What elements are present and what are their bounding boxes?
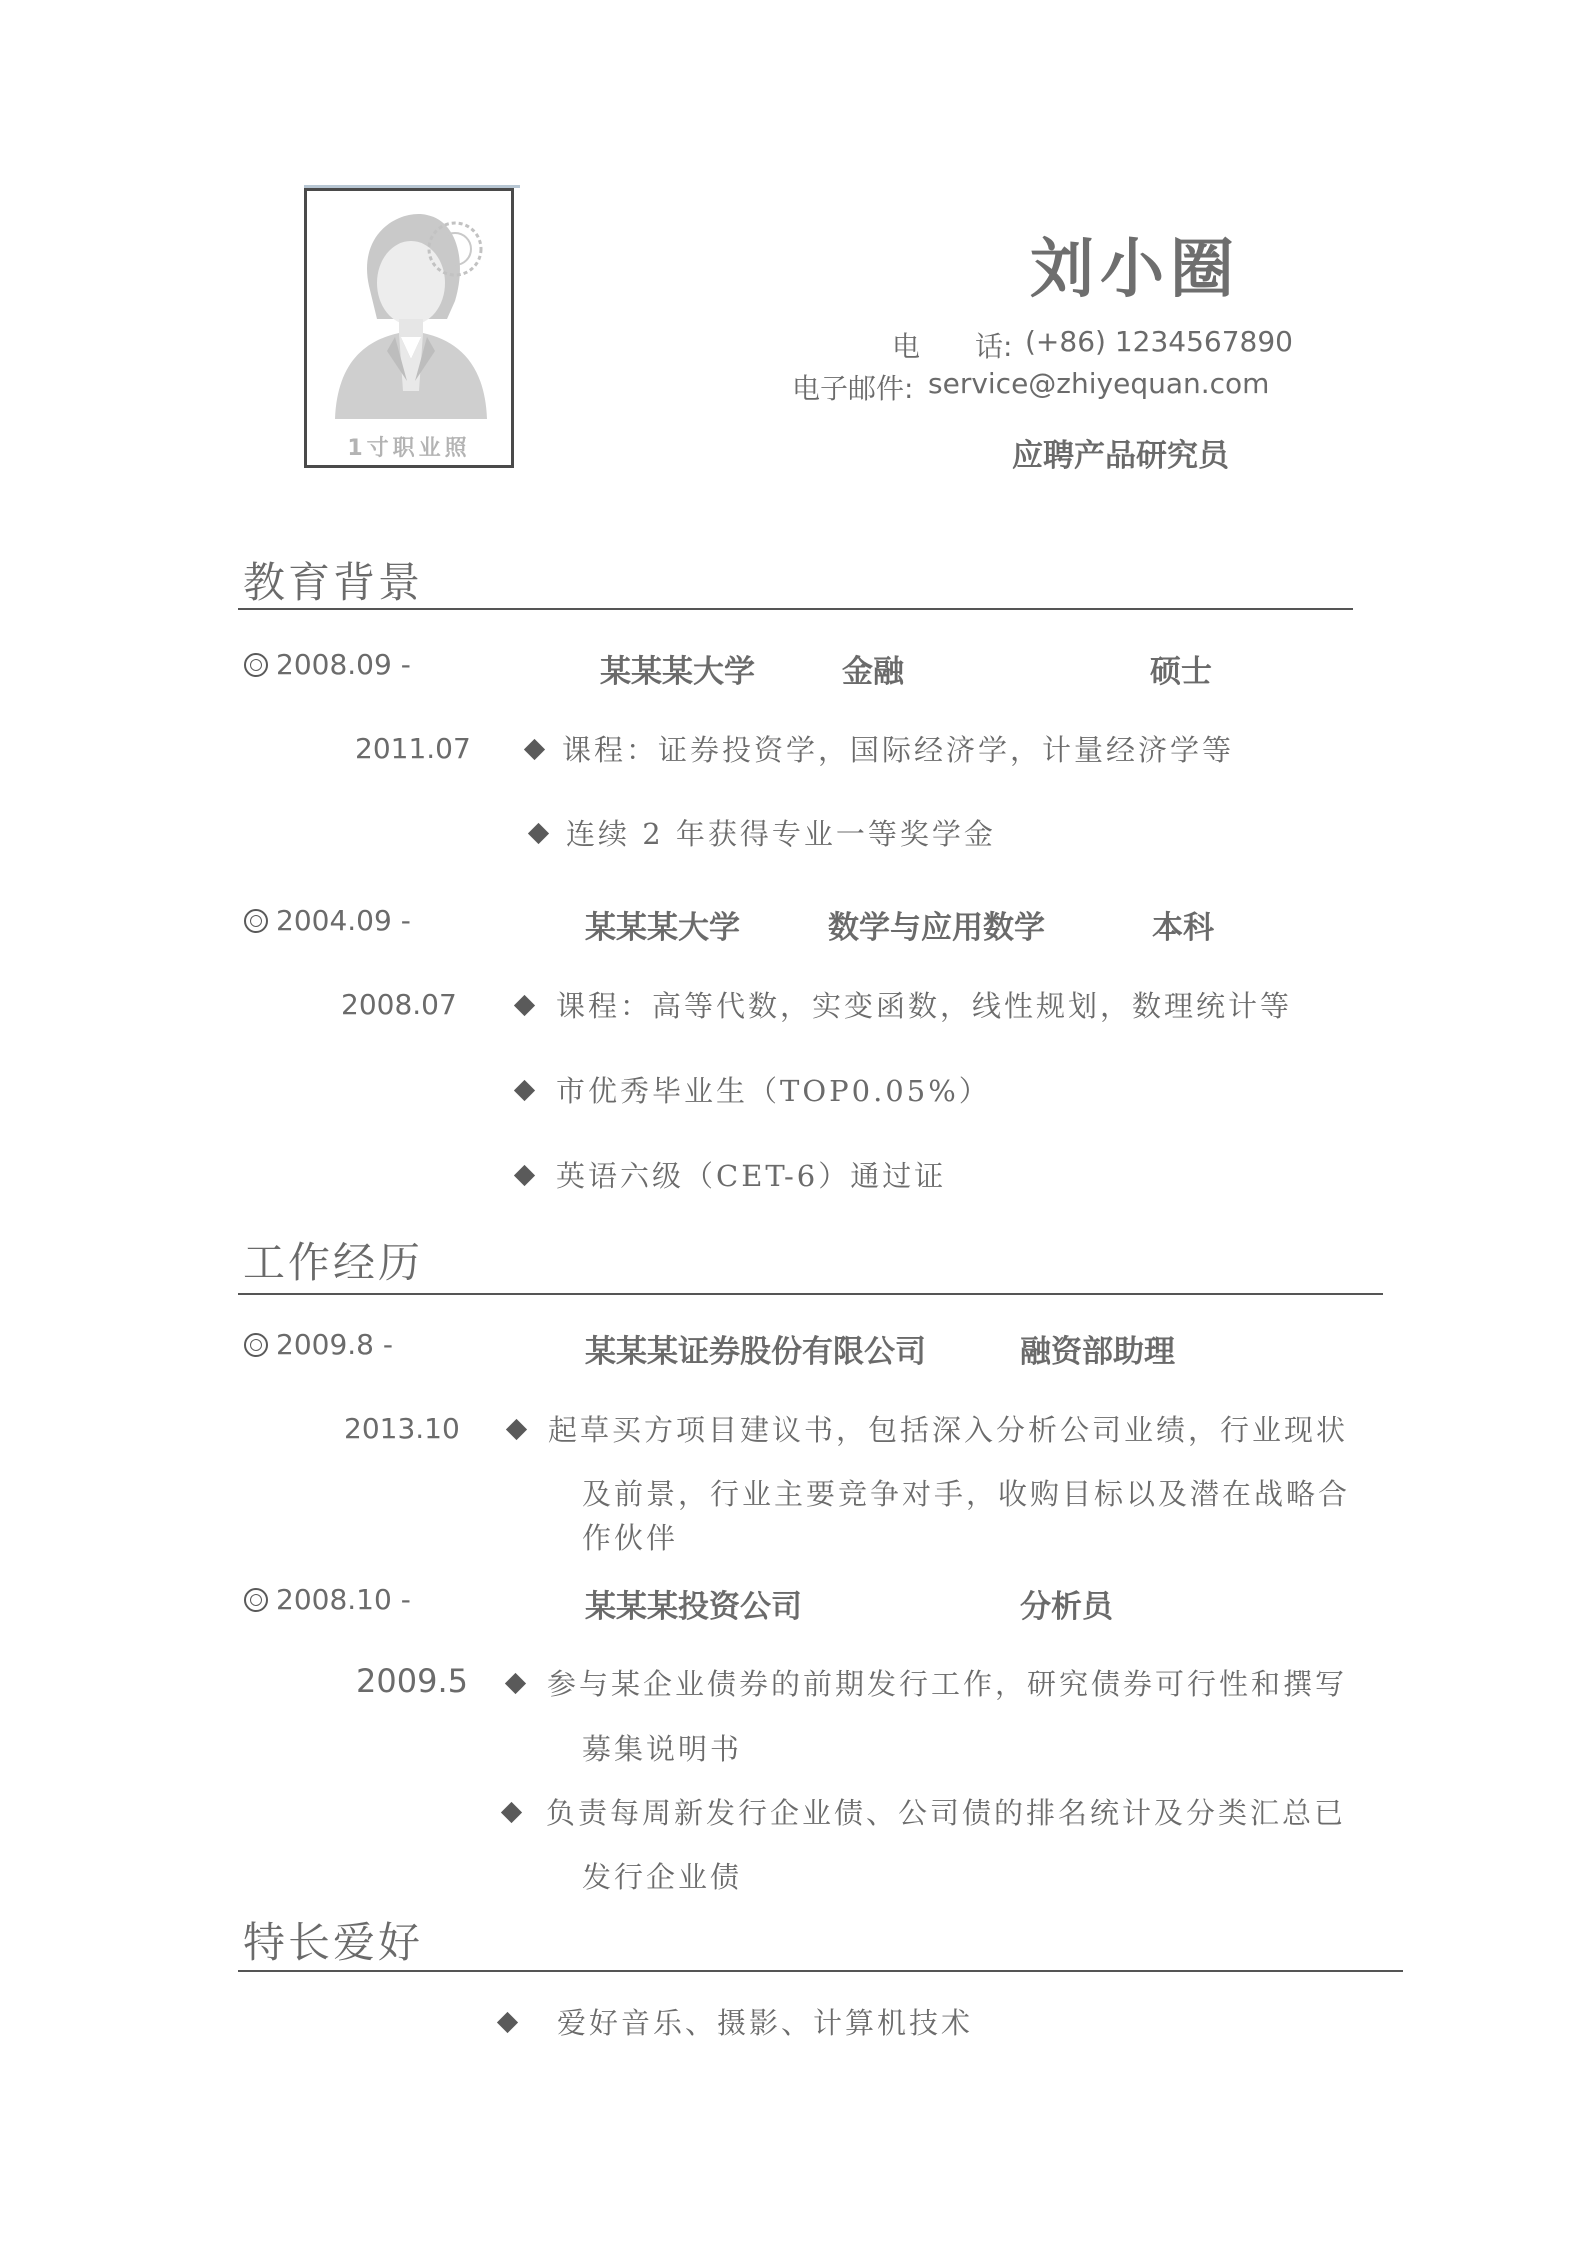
avatar-placeholder-icon	[307, 191, 511, 465]
phone-label-a: 电	[892, 330, 921, 363]
circle-icon	[244, 1333, 268, 1357]
section-title-work: 工作经历	[243, 1238, 424, 1287]
work-2-bullet-2-line-1: 负责每周新发行企业债、公司债的排名统计及分类汇总已	[546, 1796, 1347, 1830]
applied-position: 应聘产品研究员	[1012, 438, 1229, 474]
diamond-bullet-icon	[505, 1673, 526, 1694]
candidate-name: 刘小圈	[1030, 233, 1240, 307]
diamond-bullet-icon	[506, 1419, 527, 1440]
work-1-bullet-1-line-1: 起草买方项目建议书，包括深入分析公司业绩，行业现状	[548, 1413, 1349, 1447]
diamond-bullet-icon	[514, 995, 535, 1016]
edu-1-degree: 硕士	[1150, 654, 1212, 690]
diamond-bullet-icon	[514, 1080, 535, 1101]
section-rule-hobbies	[238, 1970, 1403, 1972]
edu-1-school: 某某某大学	[600, 654, 755, 690]
edu-1-major: 金融	[842, 654, 904, 690]
edu-2-degree: 本科	[1152, 910, 1214, 946]
work-1-role: 融资部助理	[1020, 1334, 1175, 1370]
edu-2-bullet-3: 英语六级（CET-6）通过证	[556, 1159, 947, 1193]
email-label: 电子邮件:	[792, 372, 914, 405]
diamond-bullet-icon	[524, 739, 545, 760]
edu-2-bullet-2: 市优秀毕业生（TOP0.05%）	[556, 1074, 991, 1108]
edu-2-start: 2004.09 -	[244, 904, 411, 937]
email-value: service@zhiyequan.com	[928, 367, 1270, 400]
section-rule-work	[238, 1293, 1383, 1295]
work-1-start: 2009.8 -	[244, 1328, 393, 1361]
edu-2-end: 2008.07	[341, 988, 457, 1021]
section-title-education: 教育背景	[243, 558, 424, 607]
phone-label-b: 话:	[975, 330, 1013, 363]
diamond-bullet-icon	[528, 823, 549, 844]
diamond-bullet-icon	[514, 1165, 535, 1186]
work-1-end: 2013.10	[344, 1412, 460, 1445]
edu-1-start: 2008.09 -	[244, 648, 411, 681]
work-1-bullet-1-line-2: 及前景，行业主要竞争对手，收购目标以及潜在战略合	[582, 1477, 1351, 1511]
edu-1-bullet-2: 连续 2 年获得专业一等奖学金	[566, 817, 996, 851]
edu-2-bullet-1: 课程：高等代数，实变函数，线性规划，数理统计等	[556, 989, 1293, 1023]
diamond-bullet-icon	[497, 2012, 518, 2033]
edu-2-major: 数学与应用数学	[828, 910, 1045, 946]
circle-icon	[244, 909, 268, 933]
section-title-hobbies: 特长爱好	[243, 1918, 424, 1967]
work-1-bullet-1-line-3: 作伙伴	[582, 1521, 679, 1555]
edu-1-end: 2011.07	[355, 732, 471, 765]
work-2-bullet-2-line-2: 发行企业债	[582, 1860, 743, 1894]
work-2-role: 分析员	[1020, 1589, 1113, 1625]
work-2-bullet-1-line-2: 募集说明书	[582, 1732, 743, 1766]
work-2-start: 2008.10 -	[244, 1583, 411, 1616]
circle-icon	[244, 653, 268, 677]
photo-caption: 1寸职业照	[347, 436, 471, 461]
edu-1-bullet-1: 课程：证券投资学，国际经济学，计量经济学等	[562, 733, 1235, 767]
work-2-company: 某某某投资公司	[585, 1589, 802, 1625]
work-2-end: 2009.5	[356, 1662, 468, 1700]
diamond-bullet-icon	[501, 1802, 522, 1823]
profile-photo	[304, 188, 514, 468]
photo-top-edge	[304, 185, 520, 188]
phone-value: (+86) 1234567890	[1025, 325, 1293, 358]
hobby-item-1: 爱好音乐、摄影、计算机技术	[557, 2006, 974, 2040]
work-1-company: 某某某证券股份有限公司	[585, 1334, 926, 1370]
edu-2-school: 某某某大学	[585, 910, 740, 946]
circle-icon	[244, 1588, 268, 1612]
section-rule-education	[238, 608, 1353, 610]
work-2-bullet-1-line-1: 参与某企业债券的前期发行工作，研究债券可行性和撰写	[547, 1667, 1348, 1701]
